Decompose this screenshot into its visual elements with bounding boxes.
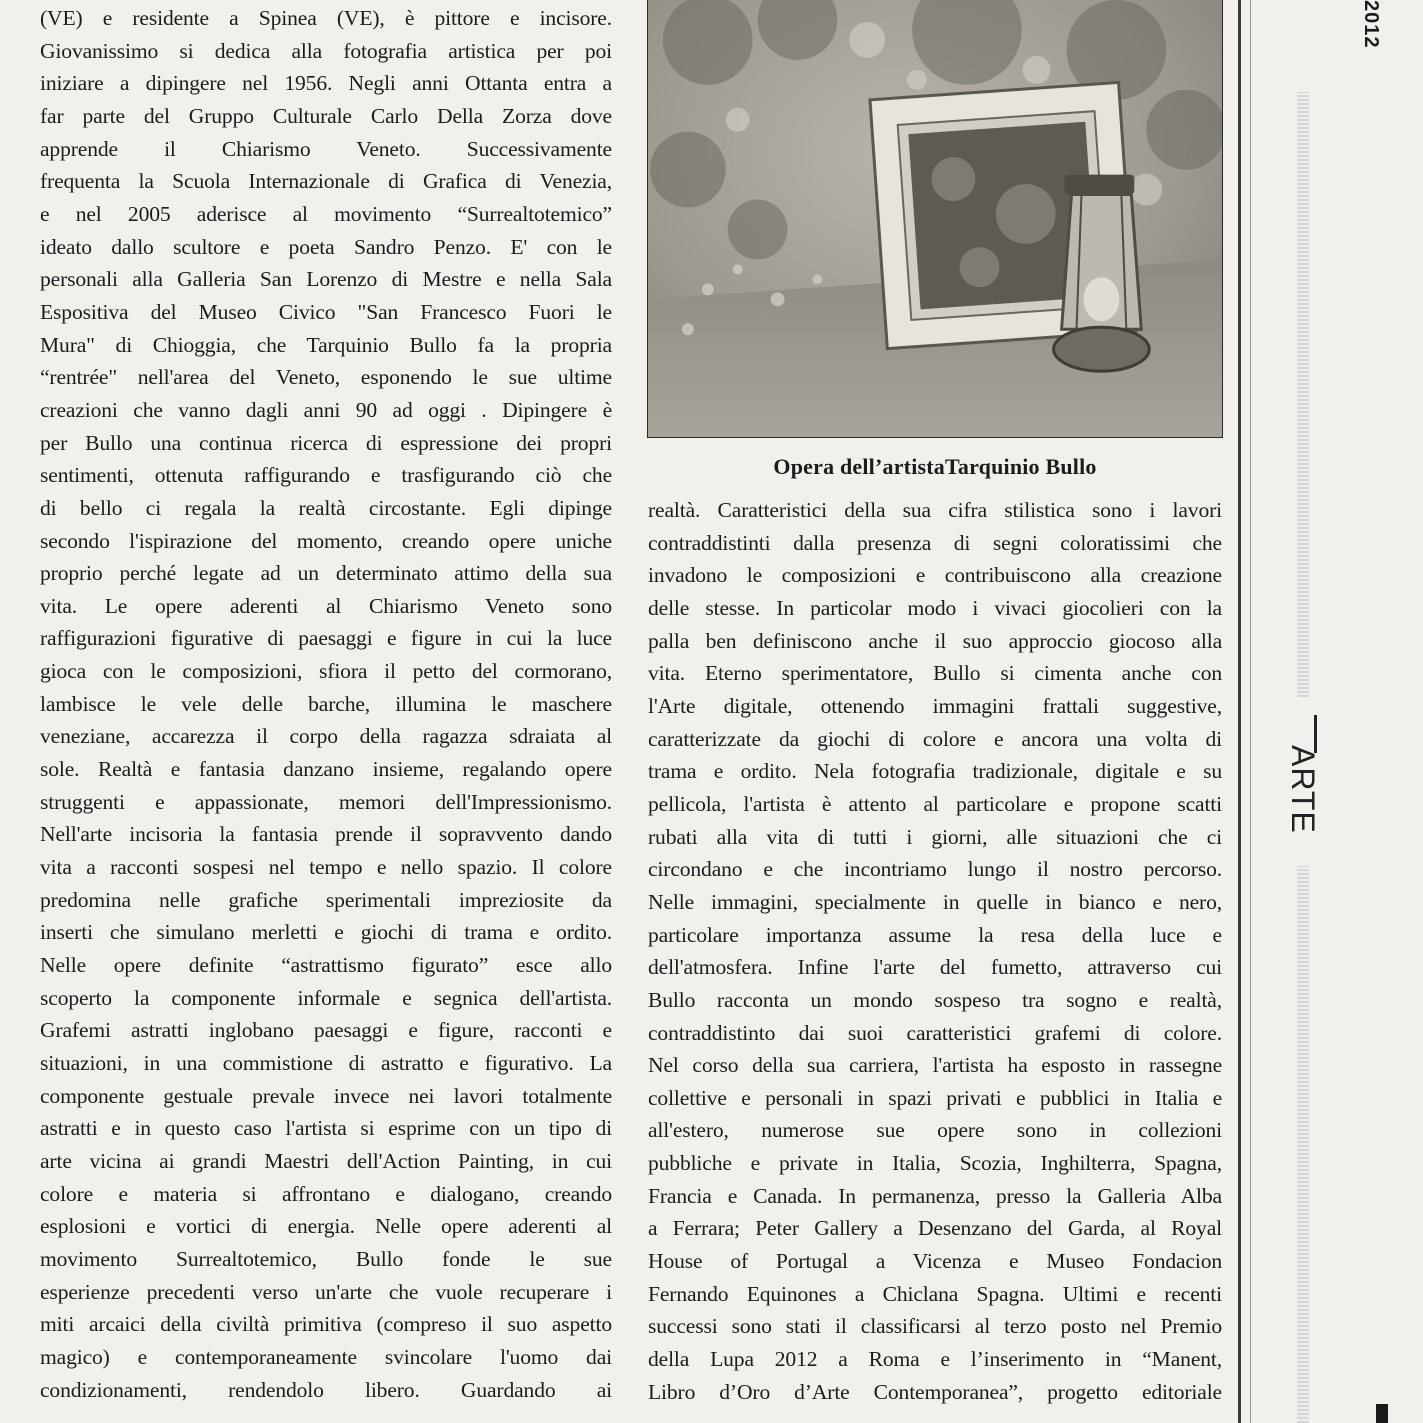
issue-year: 2012: [1360, 0, 1382, 49]
text-line: predomina nelle grafiche sperimentali impreziosite da: [40, 887, 612, 912]
text-line: veneziane, accarezza il corpo della ragazza sdraiata al: [40, 724, 612, 749]
text-line: Fernando Equinones a Chiclana Spagna. Ultimi e recenti: [648, 1281, 1222, 1306]
text-line: vita a racconti sospesi nel tempo e nello spazio. Il colore: [40, 855, 612, 880]
text-line: sole. Realtà e fantasia danzano insieme, regalando opere: [40, 757, 612, 782]
text-line: vita. Le opere aderenti al Chiarismo Veneto sono: [40, 593, 612, 618]
text-line: trama e ordito. Nela fotografia tradizionale, digitale e su: [648, 759, 1222, 784]
text-line: scoperto la componente informale e segnica dell'artista.: [40, 985, 612, 1010]
text-line: situazioni, in una commistione di astratto e figurativo. La: [40, 1051, 612, 1075]
text-line: inserti che simulano merletti e giochi di trama e ordito.: [40, 920, 612, 945]
artwork-photo: [647, 0, 1223, 438]
text-line: movimento Surrealtotemico, Bullo fonde le sue: [40, 1246, 612, 1271]
text-line: contraddistinto dai suoi caratteristici grafemi di colore.: [648, 1020, 1222, 1045]
text-line: astratti e in questo caso l'artista si esprime con un tipo di: [40, 1116, 612, 1141]
text-line: Francia e Canada. In permanenza, presso la Galleria Alba: [648, 1183, 1222, 1208]
page-corner-mark: [1376, 1404, 1388, 1423]
text-line: Libro d’Oro d’Arte Contemporanea”, progetto editoriale: [648, 1379, 1222, 1404]
text-line: arte vicina ai grandi Maestri dell'Action Painting, in cui: [40, 1148, 612, 1173]
sidebar-stripe-bottom: [1297, 866, 1309, 1423]
text-line: colore e materia si affrontano e dialogano, creando: [40, 1181, 612, 1206]
text-line: delle stesse. In particolar modo i vivaci giocolieri con la: [648, 595, 1222, 620]
text-line: a Ferrara; Peter Gallery a Desenzano del Garda, al Royal: [648, 1216, 1222, 1241]
text-line: della Lupa 2012 a Roma e l’inserimento in “Manent,: [648, 1347, 1222, 1372]
text-line: iniziare a dipingere nel 1956. Negli anni Ottanta entra a: [40, 71, 612, 96]
text-line: vita. Eterno sperimentatore, Bullo si cimenta anche con: [648, 661, 1222, 686]
text-line: Grafemi astratti inglobano paesaggi e figure, racconti e: [40, 1018, 612, 1043]
text-line: palla ben definiscono anche il suo approccio giocoso alla: [648, 628, 1222, 653]
text-line: per Bullo una continua ricerca di espressione dei propri: [40, 430, 612, 455]
sidebar-rule-thin: [1250, 0, 1251, 1423]
text-line: “rentrée" nell'area del Veneto, esponendo le sue ultime: [40, 365, 612, 390]
text-line: di bello ci regala la realtà circostante. Egli dipinge: [40, 495, 612, 520]
text-line: realtà. Caratteristici della sua cifra stilistica sono i lavori: [648, 498, 1222, 522]
text-line: Nelle opere definite “astrattismo figurato” esce allo: [40, 953, 612, 978]
text-line: pellicola, l'artista è attento al particolare e propone scatti: [648, 791, 1222, 816]
text-line: esplosioni e vortici di energia. Nelle opere aderenti al: [40, 1214, 612, 1239]
article-left-column: [40, 2, 612, 1406]
sidebar-rule: [1238, 0, 1241, 1423]
text-line: Espositiva del Museo Civico "San Francesco Fuori le: [40, 299, 612, 324]
section-label: ARTE: [1285, 745, 1321, 834]
text-line: Bullo racconta un mondo sospeso tra sogno e realtà,: [648, 987, 1222, 1012]
text-line: invadono le composizioni e contribuiscono alla creazione: [648, 563, 1222, 588]
text-line: Nell'arte incisoria la fantasia prende il sopravvento dando: [40, 822, 612, 847]
text-line: dell'atmosfera. Infine l'arte del fumetto, attraverso cui: [648, 955, 1222, 980]
text-line: personali alla Galleria San Lorenzo di Mestre e nella Sala: [40, 267, 612, 292]
text-line: Nel corso della sua carriera, l'artista ha esposto in rassegne: [648, 1053, 1222, 1078]
photo-caption: Opera dell’artistaTarquinio Bullo: [773, 454, 1097, 479]
text-line: miti arcaici della civiltà primitiva (compreso il suo aspetto: [40, 1312, 612, 1337]
text-line: rubati alla vita di tutti i giorni, alle situazioni che ci: [648, 824, 1222, 849]
text-line: caratterizzate da giochi di colore e ancora una volta di: [648, 726, 1222, 751]
text-line: ideato dallo scultore e poeta Sandro Penzo. E' con le: [40, 234, 612, 259]
text-line: Giovanissimo si dedica alla fotografia artistica per poi: [40, 38, 612, 63]
text-line: collettive e personali in spazi privati e pubblici in Italia e: [648, 1085, 1222, 1110]
text-line: pubbliche e private in Italia, Scozia, Inghilterra, Spagna,: [648, 1151, 1222, 1176]
text-line: frequenta la Scuola Internazionale di Grafica di Venezia,: [40, 169, 612, 194]
text-line: componente gestuale prevale invece nei lavori totalmente: [40, 1083, 612, 1108]
text-line: e nel 2005 aderisce al movimento “Surrealtotemico”: [40, 201, 612, 226]
text-line: proprio perché legate ad un determinato attimo della sua: [40, 561, 612, 586]
text-line: esperienze precedenti verso un'arte che vuole recuperare i: [40, 1279, 612, 1304]
text-line: contraddistinti dalla presenza di segni coloratissimi che: [648, 530, 1222, 555]
text-line: struggenti e appassionate, memori dell'Impressionismo.: [40, 789, 612, 814]
text-line: magico) e contemporaneamente svincolare l'uomo dai: [40, 1344, 612, 1369]
text-line: apprende il Chiarismo Veneto. Successivamente: [40, 136, 612, 161]
text-line: secondo l'ispirazione del momento, creando opere uniche: [40, 528, 612, 553]
text-line: successi sono stati il classificarsi al terzo posto nel Premio: [648, 1314, 1222, 1339]
text-line: lambisce le vele delle barche, illumina le maschere: [40, 691, 612, 716]
text-line: creazioni che vanno dagli anni 90 ad oggi . Dipingere è: [40, 397, 612, 422]
text-line: circondano e che incontriamo lungo il nostro percorso.: [648, 857, 1222, 882]
text-line: all'estero, numerose sue opere sono in collezioni: [648, 1118, 1222, 1143]
artwork-photo-image: [648, 0, 1222, 437]
text-line: Nelle immagini, specialmente in quelle in bianco e nero,: [648, 889, 1222, 914]
text-line: raffigurazioni figurative di paesaggi e figure in cui la luce: [40, 626, 612, 651]
text-line: l'Arte digitale, ottenendo immagini frattali suggestive,: [648, 693, 1222, 718]
text-line: gioca con le composizioni, sfiora il petto del cormorano,: [40, 659, 612, 684]
text-line: condizionamenti, rendendolo libero. Guardando ai: [40, 1377, 612, 1402]
text-line: (VE) e residente a Spinea (VE), è pittore e incisore.: [40, 6, 612, 30]
text-line: sentimenti, ottenuta raffigurando e trasfigurando ciò che: [40, 463, 612, 488]
text-line: particolare importanza assume la resa della luce e: [648, 922, 1222, 947]
text-line: far parte del Gruppo Culturale Carlo Della Zorza dove: [40, 103, 612, 128]
text-line: House of Portugal a Vicenza e Museo Fondacion: [648, 1249, 1222, 1274]
text-line: Mura" di Chioggia, che Tarquinio Bullo fa la propria: [40, 332, 612, 357]
sidebar-stripe-top: [1297, 92, 1309, 697]
article-right-column: [648, 494, 1222, 1408]
